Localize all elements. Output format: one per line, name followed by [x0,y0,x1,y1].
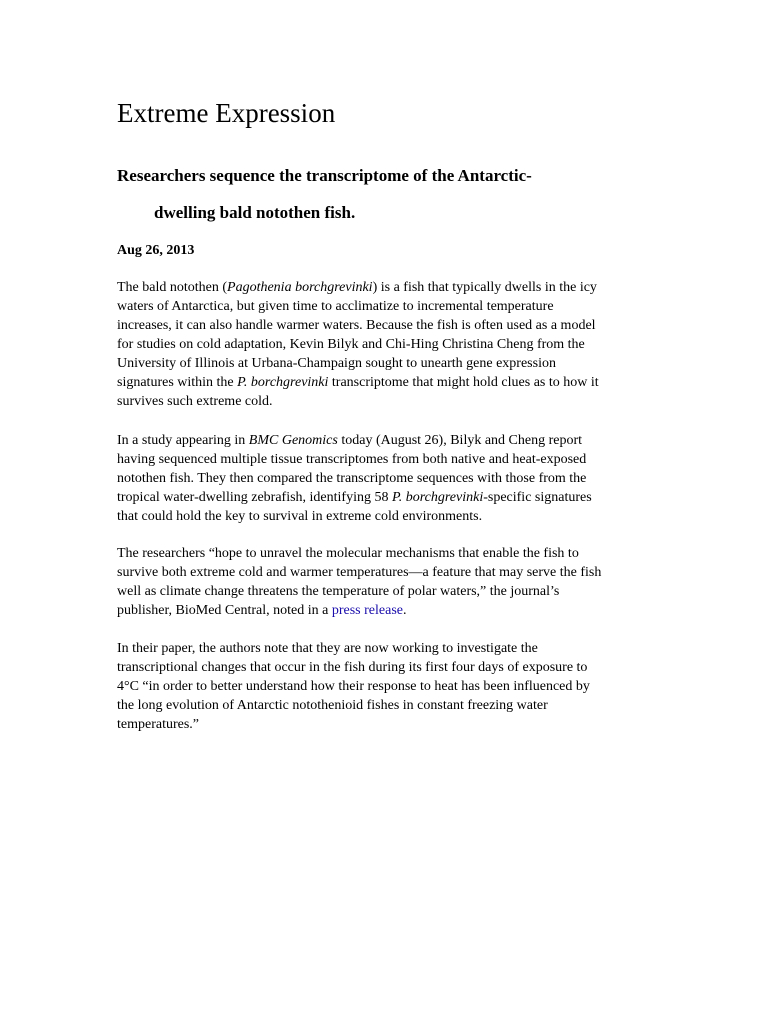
paragraph-line: waters of Antarctica, but given time to acclimatize to incremental temperature [117,299,554,314]
text-run: The bald notothen ( [117,280,228,295]
paragraph-4 [117,639,657,734]
text-run: ) is a fish that typically dwells in the icy [372,280,597,295]
paragraph-3 [117,544,657,620]
paragraph-line: increases, it can also handle warmer waters. Because the fish is often used as a model [117,318,596,333]
text-run: signatures within the [117,375,238,390]
paragraph-line: survives such extreme cold. [117,394,273,409]
subtitle-line-2: dwelling bald notothen fish. [154,203,356,222]
species-name: P. borchgrevinki [237,375,329,390]
text-run: transcriptome that might hold clues as to how it [328,375,599,390]
text-run: In a study appearing in [117,433,249,448]
press-release-link[interactable]: press release [331,603,403,618]
paragraph-line: having sequenced multiple tissue transcriptomes from both native and heat-exposed [117,452,587,467]
paragraph-line: The researchers “hope to unravel the molecular mechanisms that enable the fish to [117,546,579,561]
article-subtitle [117,157,657,231]
paragraph-line [117,278,657,297]
paragraph-line: temperatures.” [117,717,200,732]
paragraph-line: University of Illinois at Urbana-Champaign sought to unearth gene expression [117,356,556,371]
paragraph-line: the long evolution of Antarctic notothenioid fishes in constant freezing water [117,698,548,713]
paragraph-line [117,601,657,620]
article-title: Extreme Expression [117,98,336,128]
text-run: publisher, BioMed Central, noted in a [117,603,332,618]
paragraph-line: for studies on cold adaptation, Kevin Bilyk and Chi-Hing Christina Cheng from the [117,337,585,352]
journal-name: BMC Genomics [248,433,338,448]
subtitle-line-1: Researchers sequence the transcriptome of the Antarctic- [117,166,532,185]
paragraph-line: that could hold the key to survival in extreme cold environments. [117,509,483,524]
text-run: -specific signatures [483,490,592,505]
text-run: tropical water-dwelling zebrafish, identifying 58 [117,490,392,505]
publish-date: Aug 26, 2013 [117,243,195,258]
paragraph-line [117,431,657,450]
paragraph-line: transcriptional changes that occur in the fish during its first four days of exposure to [117,660,588,675]
paragraph-line: 4°C “in order to better understand how their response to heat has been influenced by [117,679,590,694]
paragraph-line: In their paper, the authors note that they are now working to investigate the [117,641,538,656]
paragraph-2 [117,431,657,526]
paragraph-line [117,373,657,392]
species-name: Pagothenia borchgrevinki [227,280,373,295]
paragraph-line: notothen fish. They then compared the transcriptome sequences with those from the [117,471,587,486]
paragraph-1 [117,278,657,411]
text-run: today (August 26), Bilyk and Cheng report [337,433,583,448]
species-name: P. borchgrevinki [391,490,484,505]
paragraph-line [117,488,657,507]
paragraph-line: survive both extreme cold and warmer temperatures—a feature that may serve the fish [117,565,602,580]
text-run: . [403,603,407,618]
paragraph-line: well as climate change threatens the temperature of polar waters,” the journal’s [117,584,560,599]
